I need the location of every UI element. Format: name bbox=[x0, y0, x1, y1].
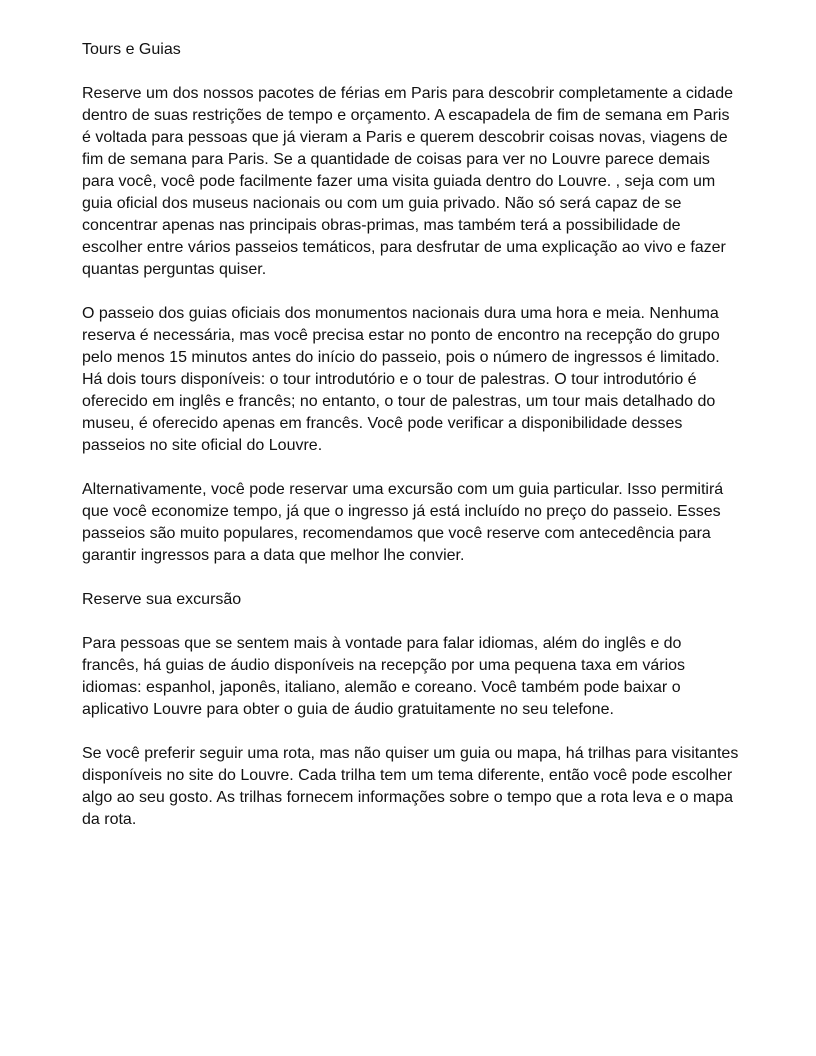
paragraph-vacation-packages: Reserve um dos nossos pacotes de férias em Paris para descobrir completamente a cidade dentro de suas restrições de tempo e orçamento. A escapadela de fim de semana em Paris é voltada para pessoas que já vieram a Paris e querem descobrir coisas novas, viagens de fim de semana para Paris. Se a quantidade de coisas para ver no Louvre parece demais para você, você pode facilmente fazer uma visita guiada dentro do Louvre. , seja com um guia oficial dos museus nacionais ou com um guia privado. Não só será capaz de se concentrar apenas nas principais obras-primas, mas também terá a possibilidade de escolher entre vários passeios temáticos, para desfrutar de uma explicação ao vivo e fazer quantas perguntas quiser. bbox=[82, 85, 733, 278]
section-subheading: Reserve sua excursão bbox=[82, 591, 242, 608]
paragraph-private-guide: Alternativamente, você pode reservar uma excursão com um guia particular. Isso permitirá que você economize tempo, já que o ingresso já está incluído no preço do passeio. Esses passeios são muito populares, recomendamos que você reserve com antecedência para garantir ingressos para a data que melhor lhe convier. bbox=[82, 481, 724, 564]
document-page bbox=[82, 39, 742, 853]
paragraph-visitor-trails: Se você preferir seguir uma rota, mas não quiser um guia ou mapa, há trilhas para visitantes disponíveis no site do Louvre. Cada trilha tem um tema diferente, então você pode escolher algo ao seu gosto. As trilhas fornecem informações sobre o tempo que a rota leva e o mapa da rota. bbox=[82, 745, 739, 828]
paragraph-audio-guides: Para pessoas que se sentem mais à vontade para falar idiomas, além do inglês e do francês, há guias de áudio disponíveis na recepção por uma pequena taxa em vários idiomas: espanhol, japonês, italiano, alemão e coreano. Você também pode baixar o aplicativo Louvre para obter o guia de áudio gratuitamente no seu telefone. bbox=[82, 635, 686, 718]
document-title: Tours e Guias bbox=[82, 41, 181, 58]
paragraph-official-guides: O passeio dos guias oficiais dos monumentos nacionais dura uma hora e meia. Nenhuma reserva é necessária, mas você precisa estar no ponto de encontro na recepção do grupo pelo menos 15 minutos antes do início do passeio, pois o número de ingressos é limitado. Há dois tours disponíveis: o tour introdutório e o tour de palestras. O tour introdutório é oferecido em inglês e francês; no entanto, o tour de palestras, um tour mais detalhado do museu, é oferecido apenas em francês. Você pode verificar a disponibilidade desses passeios no site oficial do Louvre. bbox=[82, 305, 720, 454]
